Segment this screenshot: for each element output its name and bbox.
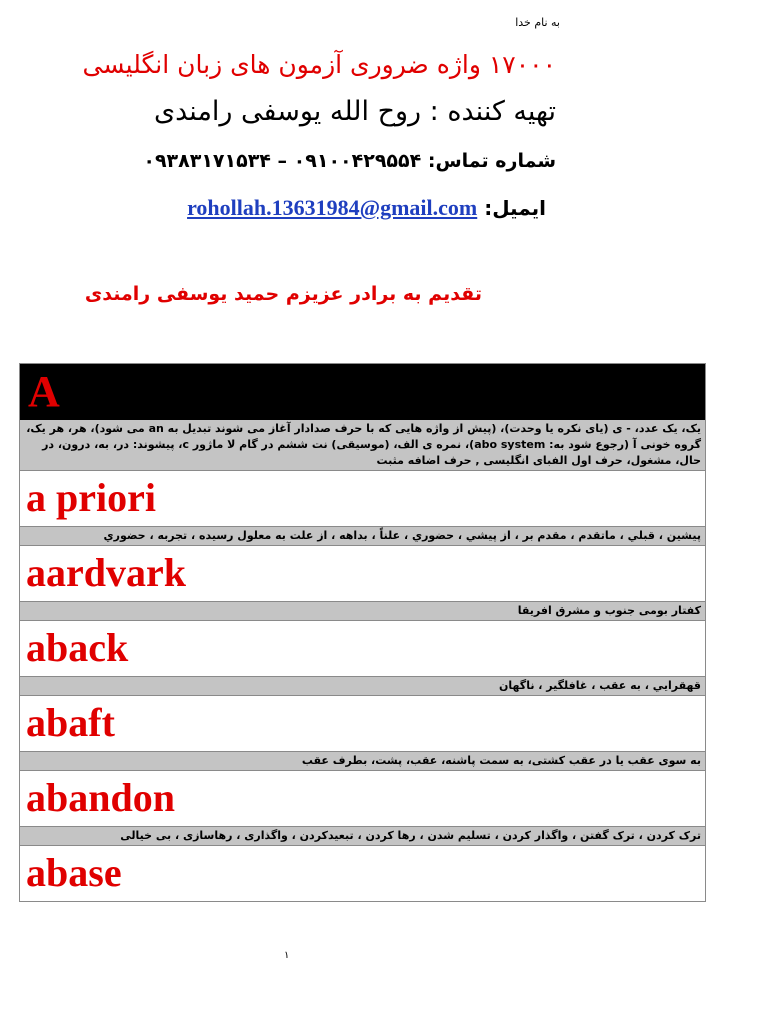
entry-definition: به سوی عقب یا در عقب کشتی، به سمت پاشنه، عقب، پشت، بطرف عقب — [20, 752, 705, 771]
entry-word: abaft — [20, 696, 705, 752]
entry-definition: ترک کردن ، ترک گفتن ، واگذار کردن ، تسلیم شدن ، رها کردن ، تبعیدکردن ، واگذاری ، رهاسازی ، بی خیالی — [20, 827, 705, 846]
dedication-text: تقدیم به برادر عزیزم حمید یوسفی رامندی — [84, 283, 482, 305]
letter-definition: یک، یک عدد، - ی (یای نکره یا وحدت)، (پیش از واژه هایی که با حرف صدادار آغاز می شوند تبدیل به an می شود)، هر، هر یک، گروه خونی آ (رجوع شود به: abo system)، نمره ی الف، (موسیقی) نت ششم در گام لا ماژور c، پیشوند: در، به، درون، در حال، مشغول، حرف اول الفبای انگلیسی , حرف اضافه مثبت — [20, 420, 705, 471]
entry-word: aardvark — [20, 546, 705, 602]
entry-definition: پيشين ، قبلي ، ماتقدم ، مقدم بر ، از پيشي ، حضوري ، علناً ، بداهه ، از علت به معلول رسيده ، تجربه ، حضوري — [20, 527, 705, 546]
page-number: ۱ — [284, 950, 290, 961]
dictionary-table — [19, 363, 706, 902]
entry-word: abase — [20, 846, 705, 902]
email-line — [187, 195, 546, 221]
email-label: ایمیل: — [484, 196, 546, 220]
entry-word: aback — [20, 621, 705, 677]
entry-definition: قهقرايي ، به عقب ، غافلگير ، ناگهان — [20, 677, 705, 696]
document-title: ۱۷۰۰۰ واژه ضروری آزمون های زبان انگلیسی — [82, 50, 556, 79]
entry-definition: کفتار بومی جنوب و مشرق افریقا — [20, 602, 705, 621]
entry-word: abandon — [20, 771, 705, 827]
letter-heading: A — [20, 364, 705, 420]
email-link[interactable]: rohollah.13631984@gmail.com — [187, 195, 478, 220]
bismillah-text: به نام خدا — [515, 16, 560, 29]
entry-word: a priori — [20, 471, 705, 527]
author-line: تهیه کننده : روح الله یوسفی رامندی — [154, 96, 556, 127]
phone-line: شماره تماس: ۰۹۱۰۰۴۲۹۵۵۴ – ۰۹۳۸۳۱۷۱۵۳۴ — [143, 150, 556, 172]
